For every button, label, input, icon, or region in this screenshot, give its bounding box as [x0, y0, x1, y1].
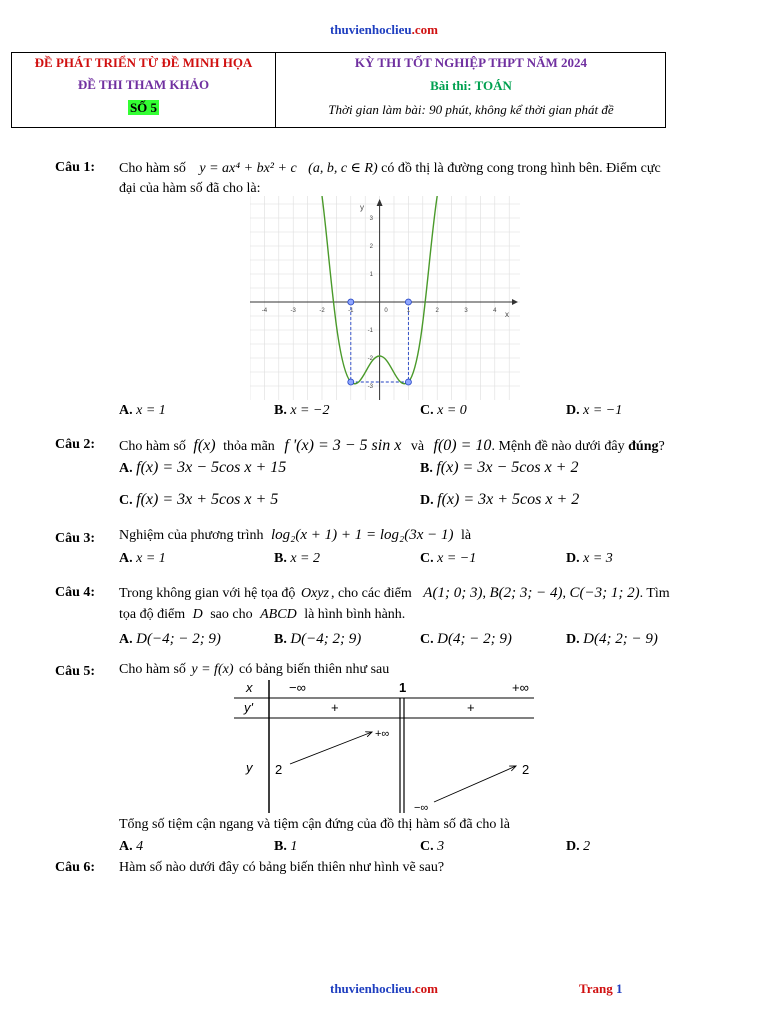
q2-text-a: Cho hàm số [119, 439, 186, 454]
sign-plus: + [467, 700, 475, 715]
q5-option-a [119, 839, 143, 855]
x-tick: 1 [406, 308, 411, 314]
site-domain: .com [411, 22, 438, 37]
q5-fx: y = f(x) [191, 662, 234, 677]
q5-text-a: Cho hàm số [119, 662, 186, 677]
q1-option-d [566, 403, 622, 419]
q2-bold: đúng [628, 439, 659, 454]
header-left-line1: ĐỀ PHÁT TRIỂN TỪ ĐỀ MINH HỌA [34, 55, 253, 70]
header-right [276, 53, 666, 127]
opt-value: 4 [136, 839, 144, 854]
q4-point-c: C(−3; 1; 2) [569, 585, 640, 601]
opt-value: D(−4; 2; 9) [290, 631, 362, 647]
y-right-value: 2 [522, 762, 530, 777]
q2-text-c: . Mệnh đề nào dưới đây [491, 439, 625, 454]
page-num: 1 [615, 981, 623, 996]
q4-point-a: A(1; 0; 3) [423, 585, 483, 601]
q2-option-a [119, 459, 286, 477]
opt-key: B. [274, 403, 287, 418]
footer-site-name: thuvienhoclieu [330, 981, 412, 996]
opt-key: B. [274, 551, 287, 566]
q4-option-d [566, 631, 658, 648]
exam-header [11, 52, 666, 128]
opt-key: D. [420, 493, 434, 508]
q2-cond2: f(0) = 10 [433, 437, 492, 454]
opt-key: C. [420, 403, 434, 418]
x-tick: -4 [261, 308, 268, 314]
exam-number: SỐ 5 [129, 100, 158, 115]
label-y: y [246, 760, 253, 775]
exam-time: Thời gian làm bài: 90 phút, không kể thời gian phát đề [328, 102, 614, 117]
opt-key: B. [274, 632, 287, 647]
footer-site-domain: .com [411, 981, 438, 996]
q6-label: Câu 6: [55, 860, 96, 875]
x-tick: -3 [290, 308, 296, 314]
q4-text-d: tọa độ điểm [119, 607, 186, 622]
opt-key: D. [566, 839, 580, 854]
opt-value: x = 3 [583, 551, 613, 566]
opt-key: D. [566, 632, 580, 647]
q1-option-b [274, 403, 329, 419]
y-bottom-value: −∞ [414, 802, 429, 814]
page-number [579, 981, 622, 997]
q1-option-c [420, 403, 467, 419]
opt-value: f(x) = 3x + 5cos x + 2 [437, 491, 580, 508]
q3-text [119, 527, 471, 544]
opt-value: D(−4; − 2; 9) [136, 631, 221, 647]
opt-key: A. [119, 839, 133, 854]
q4-option-a [119, 631, 221, 648]
increase-arrow [434, 766, 516, 802]
x-tick: 0 [384, 308, 388, 314]
q4-point-d: D [192, 607, 203, 622]
minus-infinity: −∞ [289, 680, 306, 695]
q2-option-d [420, 491, 579, 509]
y-tick: -2 [367, 356, 373, 362]
point-marker [405, 379, 411, 385]
opt-value: D(4; − 2; 9) [437, 631, 512, 647]
opt-key: D. [566, 551, 580, 566]
point-marker [348, 379, 354, 385]
label-yprime: y' [244, 700, 253, 715]
q1-text [119, 160, 661, 177]
q3-option-c [420, 551, 476, 567]
q5-text-c: Tổng số tiệm cận ngang và tiệm cận đứng của đồ thị hàm số đã cho là [119, 817, 510, 832]
q4-option-c [420, 631, 512, 648]
y-tick: 1 [369, 272, 373, 278]
q3-option-d [566, 551, 613, 567]
opt-key: C. [420, 632, 434, 647]
opt-value: f(x) = 3x − 5cos x + 15 [136, 459, 287, 476]
q5-option-b [274, 839, 297, 855]
opt-value: x = −2 [290, 403, 330, 418]
q4-text-e: sao cho [210, 607, 253, 622]
header-left-line2: ĐỀ THI THAM KHẢO [77, 77, 210, 92]
q2-cond1: f '(x) = 3 − 5 sin x [284, 437, 402, 454]
q4-text-a: Trong không gian với hệ tọa độ [119, 586, 296, 601]
x-axis-label: x [505, 310, 509, 319]
q4-text: Trong không gian với hệ tọa độ Oxyz , cho các điểm A(1; 0; 3), B(2; 3; − 4), C(−3; 1; 2). Tìm [119, 585, 670, 601]
q2-and: và [410, 439, 425, 454]
q4-option-b [274, 631, 361, 648]
opt-value: D(4; 2; − 9) [583, 631, 658, 647]
opt-key: C. [119, 493, 133, 508]
q5-option-c [420, 839, 444, 855]
q1-text-b: có đồ thị là đường cong trong hình bên. Điểm cực [381, 161, 661, 176]
q5-text-b: có bảng biến thiên như sau [238, 662, 390, 677]
opt-value: x = 1 [136, 551, 166, 566]
y-tick: 2 [369, 244, 373, 250]
opt-key: C. [420, 551, 434, 566]
x-tick: 4 [493, 308, 497, 314]
opt-key: A. [119, 551, 133, 566]
exam-title: KỲ THI TỐT NGHIỆP THPT NĂM 2024 [354, 55, 588, 70]
y-left-value: 2 [275, 762, 283, 777]
y-top-value: +∞ [375, 728, 390, 740]
opt-key: A. [119, 403, 133, 418]
q4-oxyz: Oxyz [300, 586, 329, 601]
q5-label: Câu 5: [55, 664, 96, 679]
q1-graph [250, 196, 520, 400]
q1-label: Câu 1: [55, 160, 96, 175]
y-tick: 3 [369, 216, 373, 222]
x-tick: -1 [348, 308, 354, 314]
q2-text [119, 437, 665, 455]
q2-label: Câu 2: [55, 437, 96, 452]
q1-formula: y = ax⁴ + bx² + c [199, 161, 297, 176]
q1-option-a [119, 403, 166, 419]
exam-subject: Bài thi: TOÁN [430, 78, 512, 93]
q2-option-c [119, 491, 278, 509]
q3-label: Câu 3: [55, 531, 96, 546]
x-tick: 2 [435, 308, 439, 314]
q3-option-b [274, 551, 320, 567]
opt-value: x = −1 [437, 551, 477, 566]
opt-value: 1 [290, 839, 298, 854]
q2-text-b: thỏa mãn [223, 439, 275, 454]
opt-key: A. [119, 632, 133, 647]
x-tick: 3 [464, 308, 468, 314]
q4-text-c: . Tìm [639, 586, 670, 601]
q5-text [119, 662, 389, 678]
header-left [12, 53, 275, 127]
x-tick: -2 [319, 308, 325, 314]
q3-option-a [119, 551, 166, 567]
y-axis-label: y [360, 203, 364, 212]
q4-text-f: là hình bình hành. [304, 607, 406, 622]
opt-key: A. [119, 461, 133, 476]
site-name: thuvienhoclieu [330, 22, 412, 37]
q3-text-a: Nghiệm của phương trình [119, 528, 264, 543]
q3-text-b: là [461, 528, 472, 543]
opt-key: B. [420, 461, 433, 476]
label-x: x [246, 680, 253, 695]
q4-text-b: , cho các điểm [330, 586, 412, 601]
opt-value: f(x) = 3x − 5cos x + 2 [436, 459, 579, 476]
point-marker [348, 299, 354, 305]
site-header [0, 22, 768, 38]
q4-point-b: B(2; 3; − 4) [489, 585, 563, 601]
plus-infinity: +∞ [512, 680, 529, 695]
q2-option-b [420, 459, 578, 477]
q6-text: Hàm số nào dưới đây có bảng biến thiên như hình vẽ sau? [119, 860, 445, 875]
q4-text2 [119, 607, 405, 623]
q4-abcd: ABCD [260, 607, 297, 622]
q1-text-a: Cho hàm số [119, 161, 186, 176]
increase-arrow [290, 732, 372, 764]
q2-qmark: ? [658, 439, 665, 454]
opt-value: x = 0 [437, 403, 467, 418]
opt-value: 2 [583, 839, 591, 854]
y-tick: -1 [367, 328, 373, 334]
opt-key: D. [566, 403, 580, 418]
page-label: Trang [579, 981, 613, 996]
point-marker [405, 299, 411, 305]
opt-value: 3 [437, 839, 445, 854]
opt-key: B. [274, 839, 287, 854]
site-footer [0, 981, 768, 997]
opt-value: x = −1 [583, 403, 623, 418]
sign-plus: + [331, 700, 339, 715]
variation-table [234, 680, 534, 815]
opt-key: C. [420, 839, 434, 854]
q4-label: Câu 4: [55, 585, 96, 600]
q5-option-d [566, 839, 590, 855]
critical-x: 1 [399, 680, 407, 695]
opt-value: x = 2 [290, 551, 321, 566]
q2-fx: f(x) [193, 437, 216, 454]
y-tick: -3 [367, 384, 373, 390]
q1-cond: (a, b, c ∈ R) [308, 161, 378, 176]
q1-text-c: đại của hàm số đã cho là: [119, 181, 261, 196]
q3-equation: log₂(x + 1) + 1 = log₂(3x − 1) [270, 527, 454, 543]
opt-value: f(x) = 3x + 5cos x + 5 [136, 491, 279, 508]
opt-value: x = 1 [136, 403, 166, 418]
